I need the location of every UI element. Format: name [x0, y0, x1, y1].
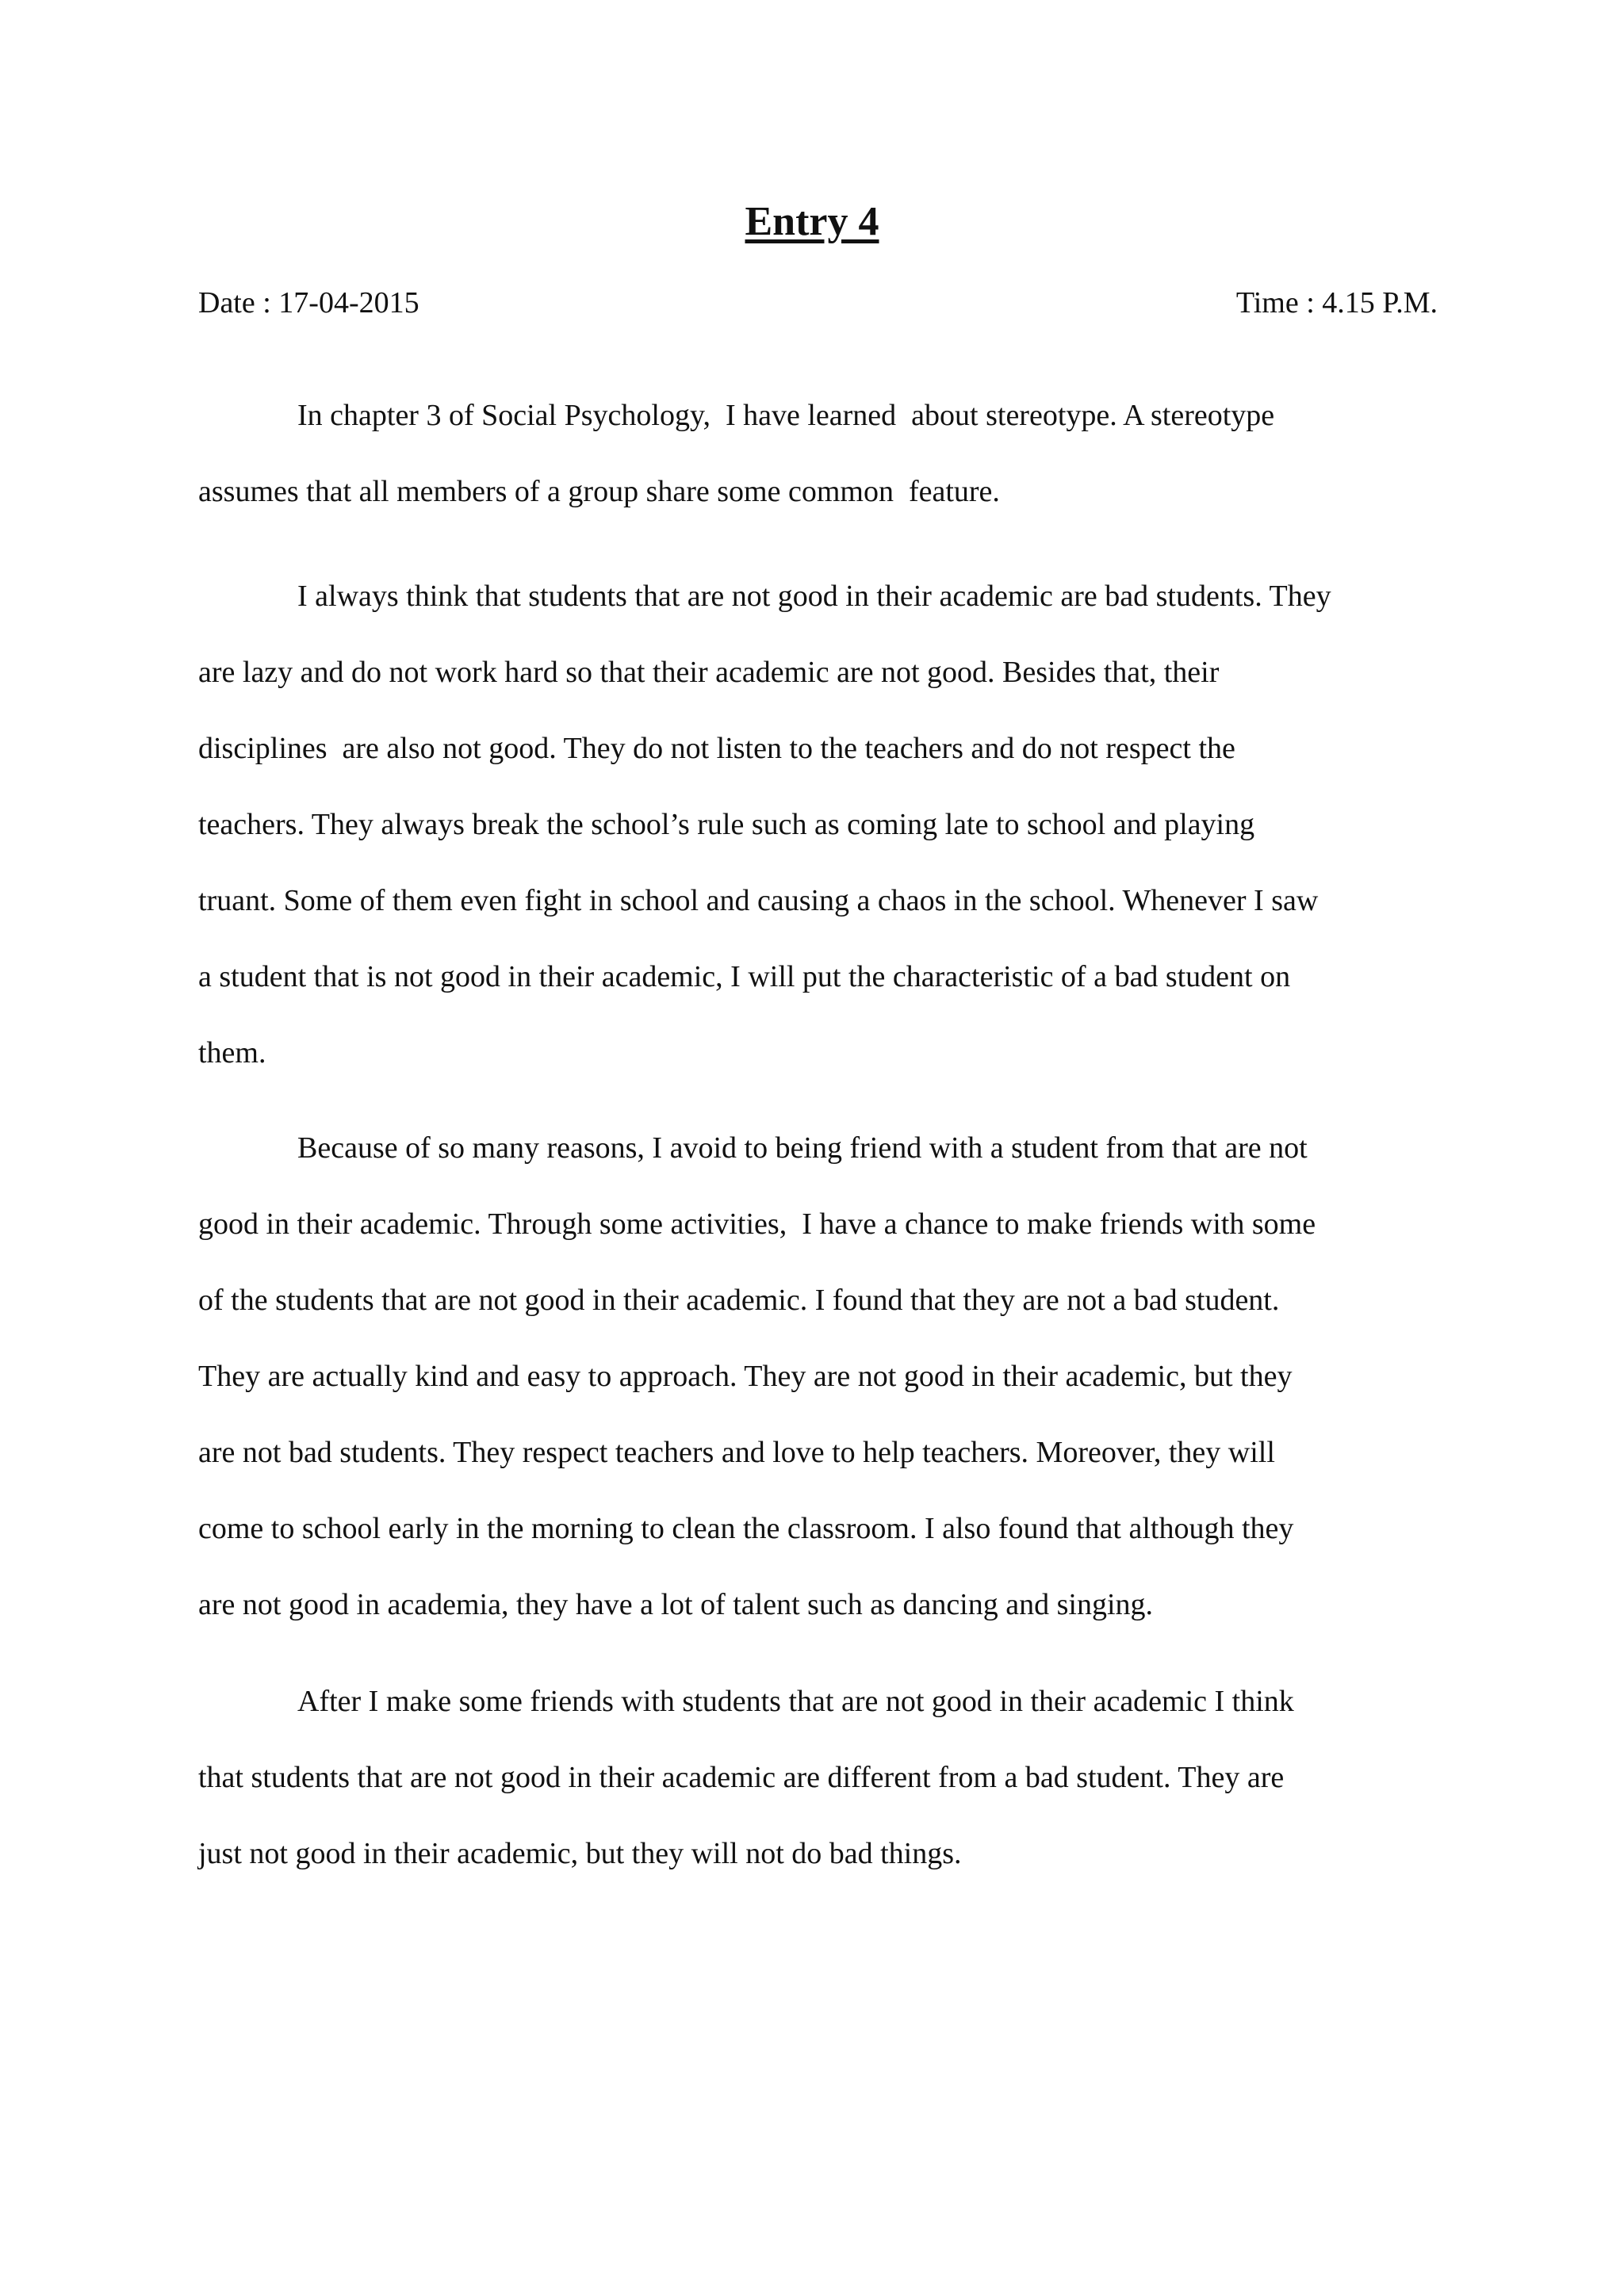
entry-meta	[198, 282, 1438, 323]
paragraph-4	[198, 1681, 1438, 1909]
paragraph-line: Because of so many reasons, I avoid to being friend with a student from that are not	[297, 1131, 1308, 1165]
entry-time: Time : 4.15 P.M.	[1235, 286, 1438, 320]
paragraph-3	[198, 1127, 1438, 1660]
entry-date: Date : 17-04-2015	[198, 286, 419, 320]
paragraph-line: truant. Some of them even fight in school and causing a chaos in the school. Whenever I saw	[198, 884, 1319, 917]
paragraph-line: a student that is not good in their academic, I will put the characteristic of a bad student on	[198, 960, 1291, 993]
paragraph-line: just not good in their academic, but they will not do bad things.	[198, 1837, 962, 1870]
paragraph-line: assumes that all members of a group share some common feature.	[198, 475, 1000, 508]
paragraph-line: them.	[198, 1036, 266, 1070]
paragraph-line: of the students that are not good in their academic. I found that they are not a bad student.	[198, 1284, 1280, 1317]
paragraph-line: disciplines are also not good. They do not listen to the teachers and do not respect the	[198, 732, 1235, 765]
paragraph-line: are not good in academia, they have a lot of talent such as dancing and singing.	[198, 1588, 1154, 1621]
paragraph-line: teachers. They always break the school’s rule such as coming late to school and playing	[198, 808, 1255, 841]
paragraph-2	[198, 576, 1438, 1108]
paragraph-line: I always think that students that are not good in their academic are bad students. They	[297, 580, 1331, 613]
paragraph-line: that students that are not good in their academic are different from a bad student. They are	[198, 1761, 1285, 1794]
paragraph-line: In chapter 3 of Social Psychology, I have learned about stereotype. A stereotype	[297, 399, 1275, 432]
paragraph-line: After I make some friends with students that are not good in their academic I think	[297, 1685, 1294, 1718]
paragraph-line: They are actually kind and easy to approach. They are not good in their academic, but they	[198, 1360, 1293, 1393]
entry-title: Entry 4	[745, 199, 879, 244]
paragraph-1	[198, 395, 1438, 547]
paragraph-line: are lazy and do not work hard so that their academic are not good. Besides that, their	[198, 656, 1220, 689]
paragraph-line: come to school early in the morning to clean the classroom. I also found that although they	[198, 1512, 1294, 1545]
paragraph-line: are not bad students. They respect teachers and love to help teachers. Moreover, they will	[198, 1436, 1275, 1469]
paragraph-line: good in their academic. Through some activities, I have a chance to make friends with some	[198, 1207, 1316, 1241]
